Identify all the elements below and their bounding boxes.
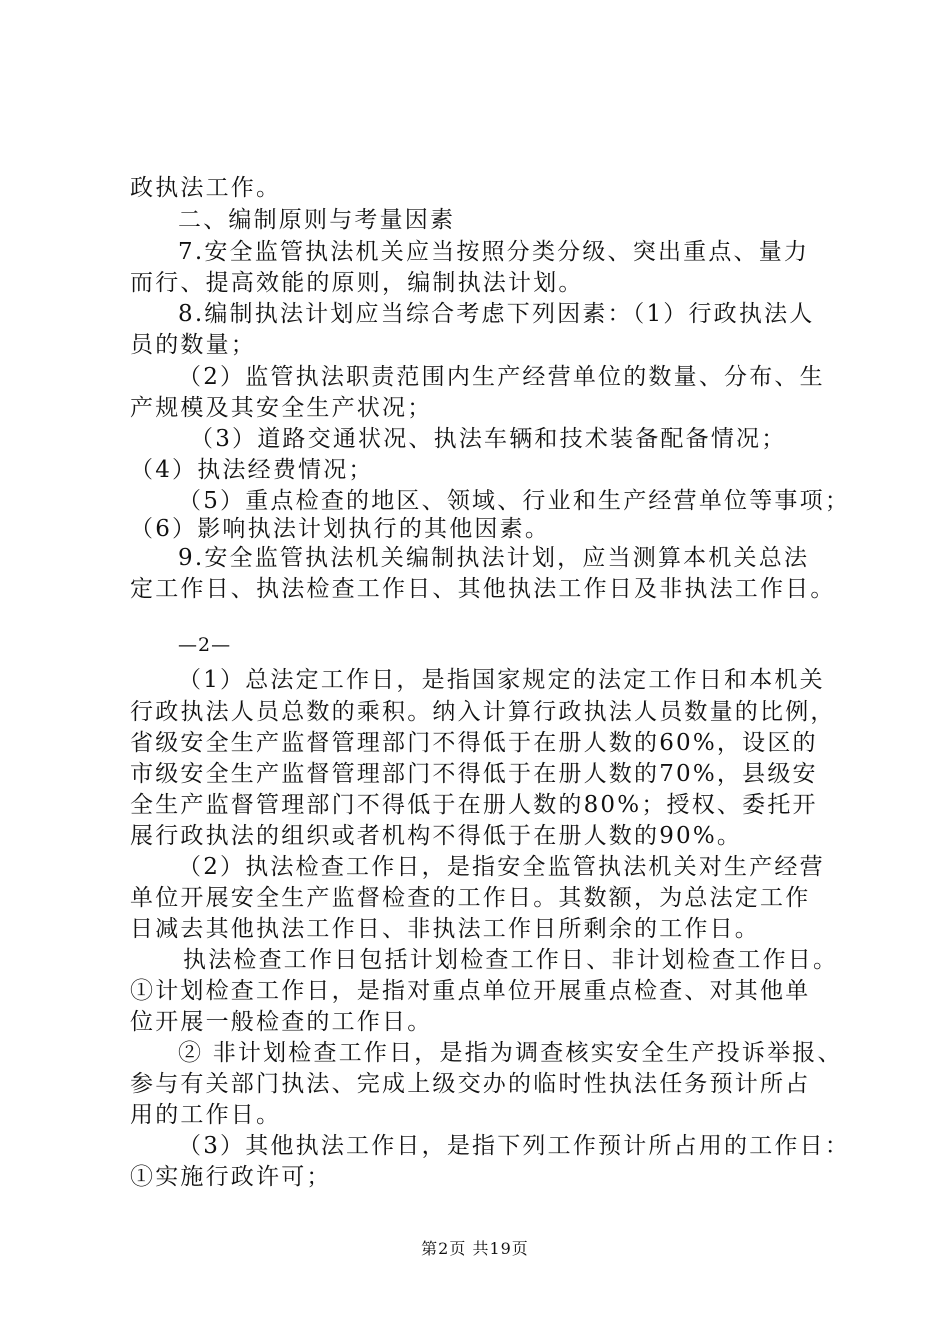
text-line: 定工作日、执法检查工作日、其他执法工作日及非执法工作日。: [130, 576, 836, 602]
text-line: ①计划检查工作日，是指对重点单位开展重点检查、对其他单: [130, 978, 811, 1004]
text-line: 9.安全监管执法机关编制执法计划，应当测算本机关总法: [178, 545, 810, 571]
text-line: 省级安全生产监督管理部门不得低于在册人数的60%，设区的: [130, 730, 818, 756]
text-line: （3）道路交通状况、执法车辆和技术装备配备情况；: [190, 426, 787, 452]
text-line: 位开展一般检查的工作日。: [130, 1009, 433, 1035]
text-line: （4）执法经费情况；: [130, 457, 374, 483]
text-line: （2）执法检查工作日，是指安全监管执法机关对生产经营: [178, 854, 825, 880]
text-line: 而行、提高效能的原则，编制执法计划。: [130, 270, 584, 296]
text-line: 7.安全监管执法机关应当按照分类分级、突出重点、量力: [178, 239, 810, 265]
text-line: 员的数量；: [130, 332, 256, 358]
page-mark: —2—: [178, 634, 232, 656]
text-line: 展行政执法的组织或者机构不得低于在册人数的90%。: [130, 823, 743, 849]
text-line: 产规模及其安全生产状况；: [130, 395, 433, 421]
text-line: （3）其他执法工作日，是指下列工作预计所占用的工作日：: [178, 1133, 851, 1159]
text-line: 参与有关部门执法、完成上级交办的临时性执法任务预计所占: [130, 1071, 811, 1097]
text-line: ①实施行政许可；: [130, 1164, 332, 1190]
text-line: （2）监管执法职责范围内生产经营单位的数量、分布、生: [178, 364, 825, 390]
text-line: 行政执法人员总数的乘积。纳入计算行政执法人员数量的比例，: [130, 699, 836, 725]
text-line: 日减去其他执法工作日、非执法工作日所剩余的工作日。: [130, 916, 760, 942]
text-line: 用的工作日。: [130, 1102, 282, 1128]
section-heading: 二、编制原则与考量因素: [178, 207, 456, 233]
text-line: ② 非计划检查工作日，是指为调查核实安全生产投诉举报、: [178, 1040, 843, 1066]
text-line: （6）影响执法计划执行的其他因素。: [130, 516, 551, 542]
text-line: 市级安全生产监督管理部门不得低于在册人数的70%，县级安: [130, 761, 818, 787]
text-line: 执法检查工作日包括计划检查工作日、非计划检查工作日。: [183, 947, 839, 973]
text-line: 全生产监督管理部门不得低于在册人数的80%；授权、委托开: [130, 792, 818, 818]
text-line: （1）总法定工作日，是指国家规定的法定工作日和本机关: [178, 667, 825, 693]
text-line: 8.编制执法计划应当综合考虑下列因素：（1）行政执法人: [178, 301, 815, 327]
page-footer: 第2页 共19页: [421, 1239, 529, 1258]
text-line: 单位开展安全生产监督检查的工作日。其数额，为总法定工作: [130, 885, 811, 911]
text-line: 政执法工作。: [130, 175, 282, 201]
text-line: （5）重点检查的地区、领域、行业和生产经营单位等事项；: [178, 488, 851, 514]
